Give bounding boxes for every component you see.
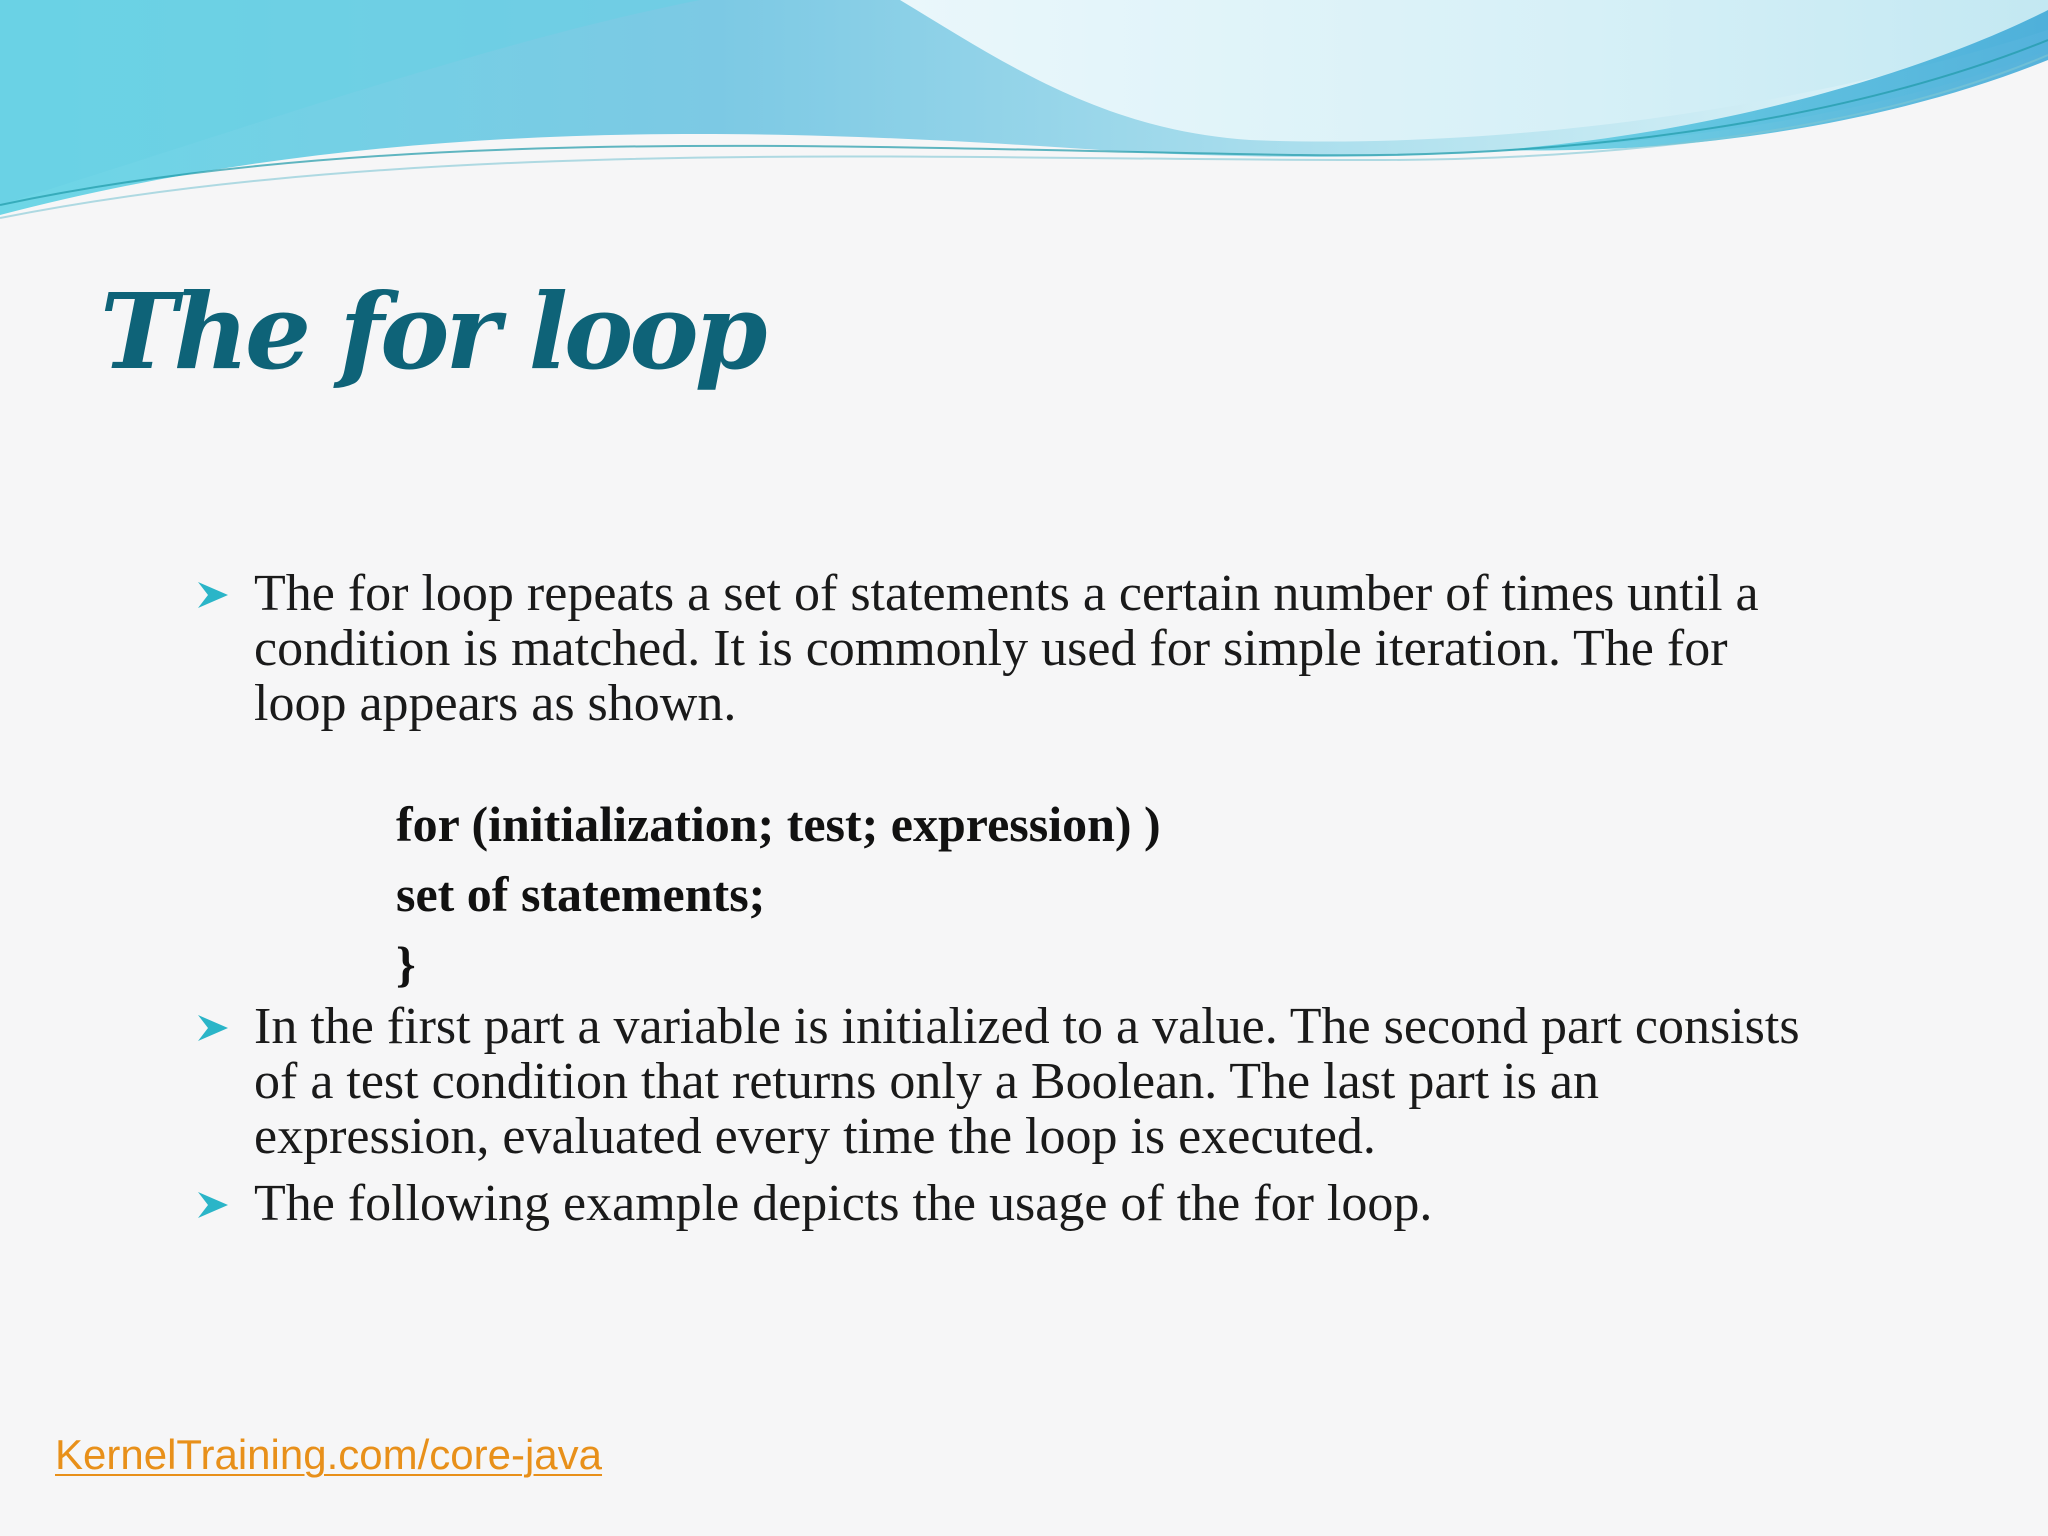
code-line: for (initialization; test; expression) )	[396, 796, 1161, 852]
arrowhead-bullet-icon	[196, 1190, 230, 1220]
code-line: set of statements;	[396, 866, 766, 922]
decorative-wave-header	[0, 0, 2048, 240]
code-line: }	[396, 936, 416, 992]
slide-body	[192, 566, 1832, 1231]
bullet-text: In the first part a variable is initialized to a value. The second part consists of a test condition that returns only a Boolean. The last part is an expression, evaluated every time the loop is executed.	[254, 998, 1800, 1165]
bullet-text: The following example depicts the usage of the for loop.	[254, 1175, 1433, 1232]
footer-link[interactable]: KernelTraining.com/core-java	[55, 1431, 603, 1478]
bullet-item	[192, 1176, 1832, 1231]
code-block	[192, 789, 1832, 999]
bullet-text: The for loop repeats a set of statements a certain number of times until a condition is matched. It is commonly used for simple iteration. The for loop appears as shown.	[254, 565, 1759, 732]
arrowhead-bullet-icon	[196, 580, 230, 610]
bullet-item	[192, 566, 1832, 731]
arrowhead-bullet-icon	[196, 1013, 230, 1043]
bullet-item	[192, 999, 1832, 1164]
slide-title: The for loop	[100, 270, 764, 393]
